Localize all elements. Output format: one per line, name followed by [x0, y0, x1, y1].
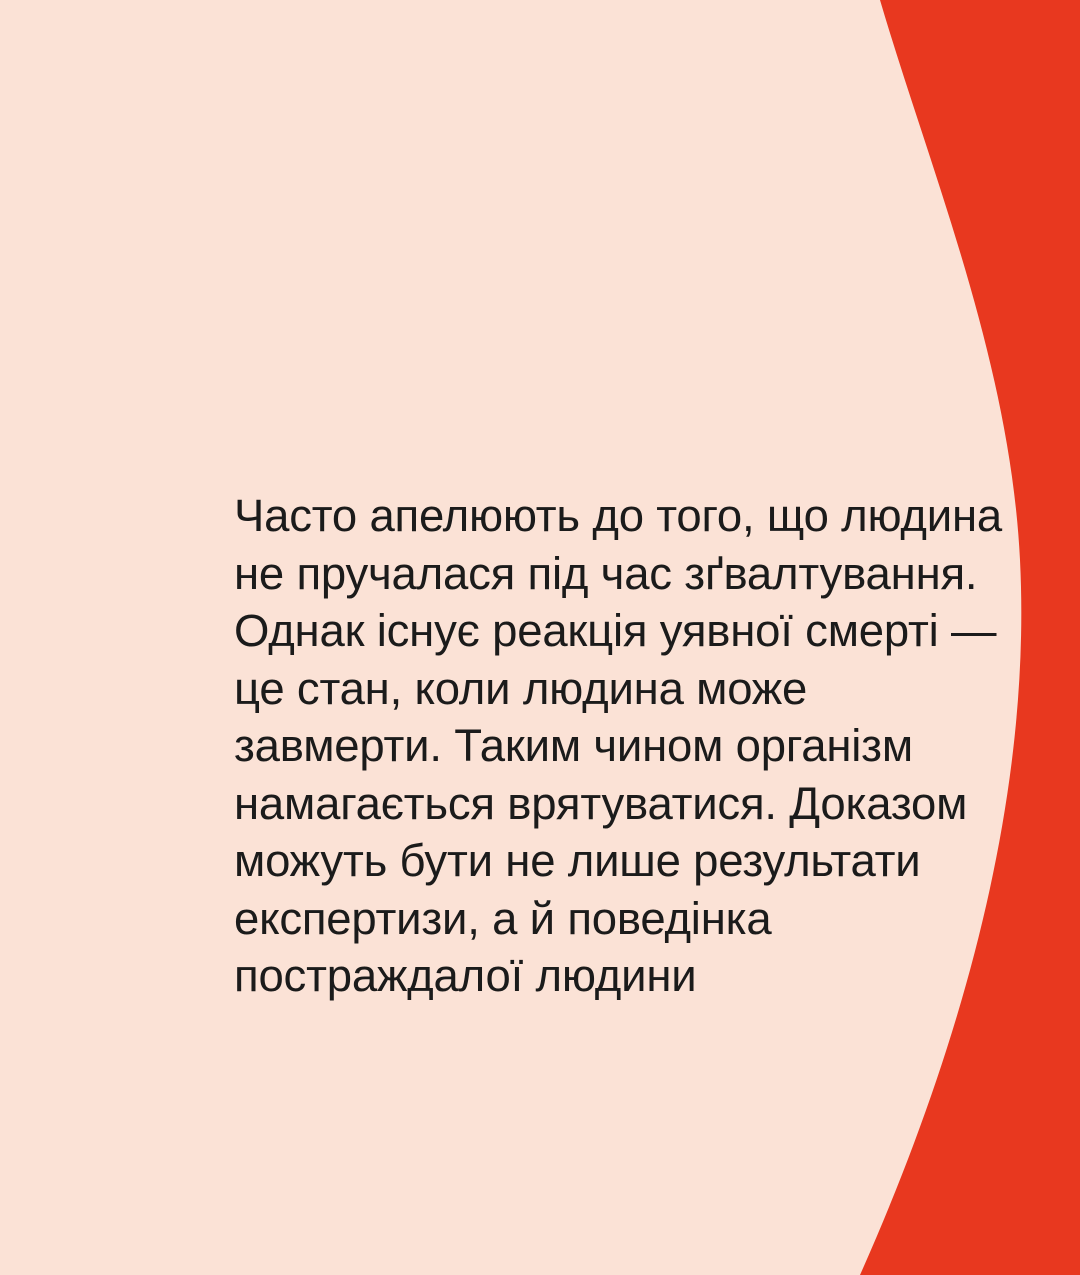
quote-text: Часто апелюють до того, що людина не пручалася під час зґвалтування. Однак існує реакція уявної смерті — це стан, коли людина може завмерти. Таким чином організм намагається врятуватися. Доказом можуть бути не лише результати експертизи, а й поведінка постраждалої людини [234, 490, 1003, 1001]
quote-block [234, 487, 1004, 1005]
